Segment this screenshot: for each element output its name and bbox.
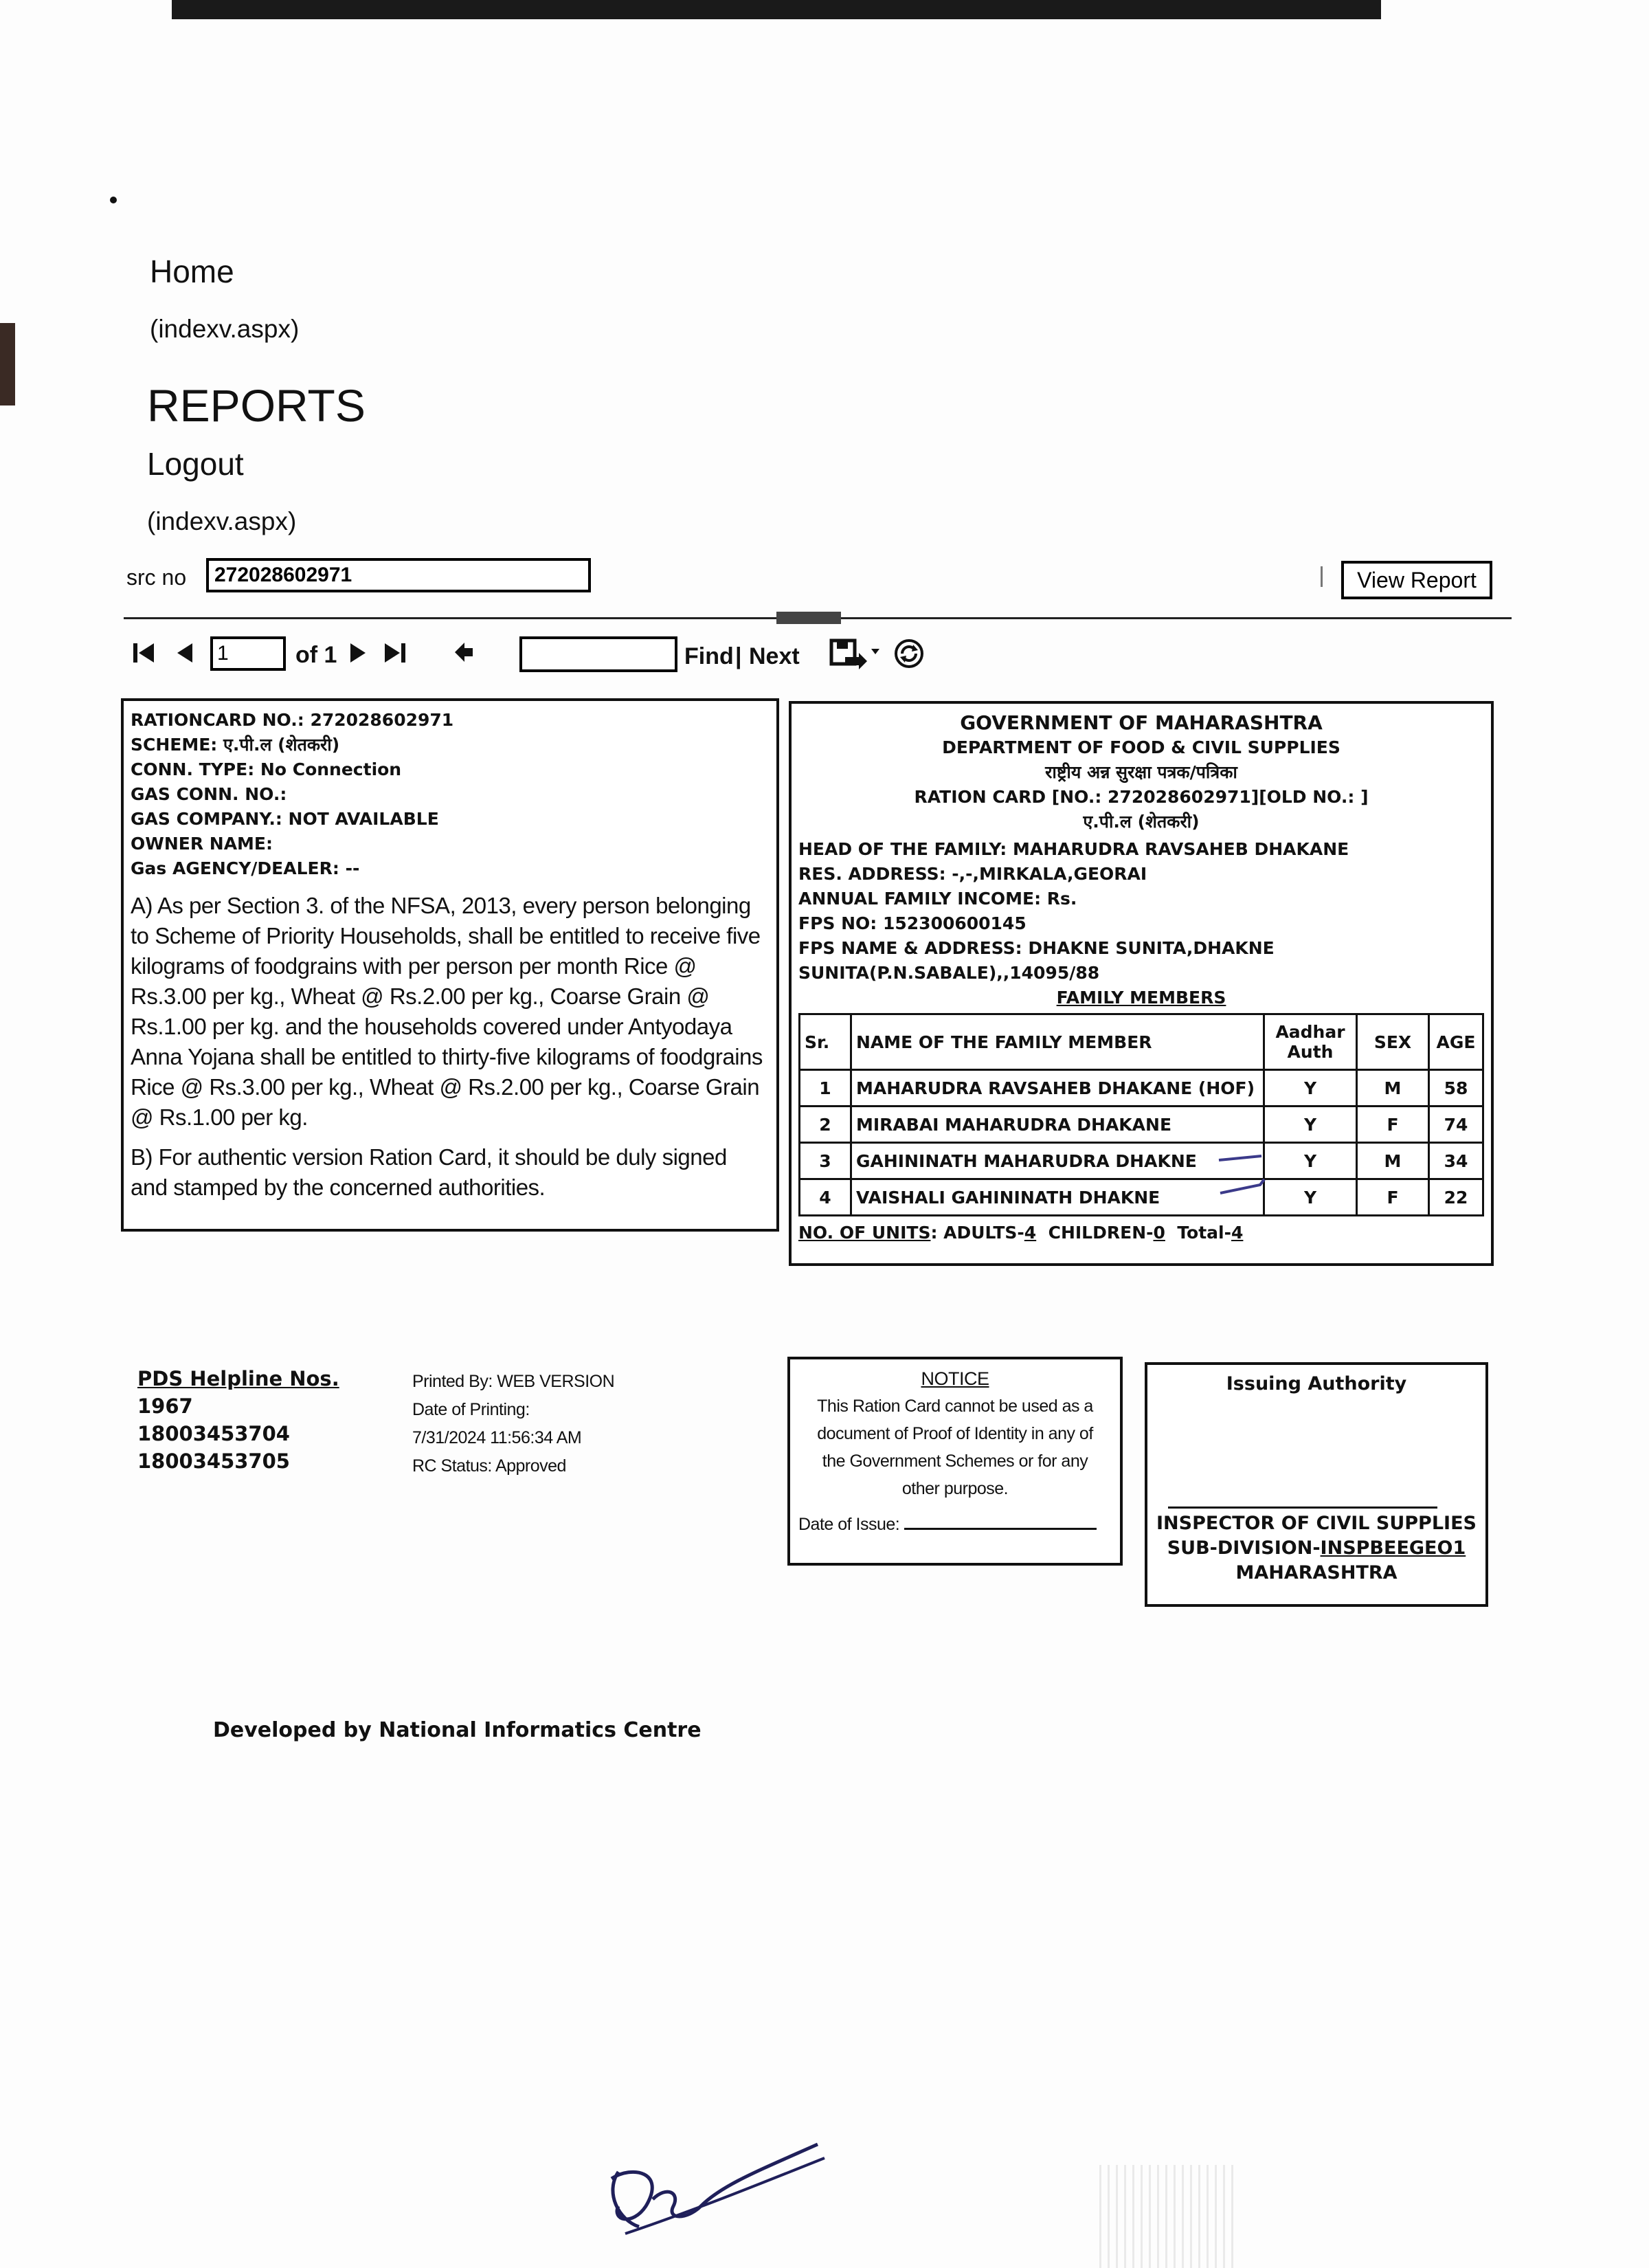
developed-by-text: Developed by National Informatics Centre bbox=[213, 1718, 702, 1742]
next-page-icon[interactable] bbox=[348, 641, 368, 669]
cell-sex: M bbox=[1357, 1070, 1429, 1107]
cell-auth: Y bbox=[1264, 1179, 1357, 1216]
government-title: GOVERNMENT OF MAHARASHTRA bbox=[960, 711, 1323, 734]
helpline-title: PDS Helpline Nos. bbox=[137, 1367, 339, 1390]
fps-name-address: FPS NAME & ADDRESS: DHAKNE SUNITA,DHAKNE SUNITA(P.N.SABALE),,14095/88 bbox=[798, 938, 1275, 983]
residential-address: RES. ADDRESS: -,-,MIRKALA,GEORAI bbox=[798, 864, 1147, 884]
printed-by: Printed By: WEB VERSION bbox=[412, 1372, 615, 1391]
page-count-label: of 1 bbox=[295, 642, 337, 668]
nav-logout-link[interactable]: (indexv.aspx) bbox=[147, 507, 297, 535]
table-row bbox=[800, 1179, 1483, 1216]
cell-sex: F bbox=[1357, 1107, 1429, 1143]
col-aadhar-auth: Aadhar Auth bbox=[1264, 1014, 1357, 1070]
info-line: Gas AGENCY/DEALER: -- bbox=[131, 858, 360, 878]
src-no-label: src no bbox=[126, 565, 187, 590]
inspector-title: INSPECTOR OF CIVIL SUPPLIES bbox=[1156, 1513, 1477, 1534]
helpline-number: 18003453705 bbox=[137, 1449, 290, 1473]
nfsa-entitlement-text: A) As per Section 3. of the NFSA, 2013, every person belonging to Scheme of Priority Households, shall be entitled to receive five kilograms of foodgrains with per person per month Rice @ Rs.3.00 per kg., Wheat @ Rs.2.00 per kg., Coarse Grain @ Rs.1.00 per kg. and the households covered under Antyodaya Anna Yojana shall be entitled to thirty-five kilograms of foodgrains Rice @ Rs.3.00 per kg., Wheat @ Rs.2.00 per kg., Coarse Grain @ Rs.1.00 per kg. bbox=[131, 893, 763, 1130]
next-link[interactable]: Next bbox=[749, 643, 800, 669]
col-age: AGE bbox=[1429, 1014, 1483, 1070]
cell-auth: Y bbox=[1264, 1143, 1357, 1179]
cell-age: 22 bbox=[1429, 1179, 1483, 1216]
cell-sr: 4 bbox=[800, 1179, 851, 1216]
annual-income: ANNUAL FAMILY INCOME: Rs. bbox=[798, 889, 1077, 909]
nav-home-link[interactable]: (indexv.aspx) bbox=[150, 315, 300, 343]
refresh-icon[interactable] bbox=[892, 636, 926, 674]
toolbar-tab-marker bbox=[776, 612, 841, 624]
nav-logout[interactable]: Logout bbox=[147, 446, 244, 482]
scan-edge-top bbox=[172, 0, 1381, 19]
pen-mark bbox=[1216, 1148, 1271, 1203]
cell-age: 74 bbox=[1429, 1107, 1483, 1143]
col-sr: Sr. bbox=[800, 1014, 851, 1070]
info-line: SCHEME: ए.पी.ल (शेतकरी) bbox=[131, 735, 340, 755]
cell-age: 34 bbox=[1429, 1143, 1483, 1179]
info-line: RATIONCARD NO.: 272028602971 bbox=[131, 710, 454, 730]
scan-dot bbox=[110, 197, 117, 203]
ration-card-panel bbox=[789, 701, 1494, 1266]
first-page-icon[interactable] bbox=[131, 641, 158, 669]
info-line: GAS CONN. NO.: bbox=[131, 784, 287, 804]
cell-name: GAHININATH MAHARUDRA DHAKNE bbox=[851, 1143, 1264, 1179]
find-input[interactable] bbox=[519, 636, 677, 672]
date-of-printing: 7/31/2024 11:56:34 AM bbox=[412, 1428, 582, 1447]
table-header-row bbox=[800, 1014, 1483, 1070]
page-number-input[interactable] bbox=[210, 636, 286, 671]
handwritten-signature bbox=[591, 2131, 838, 2247]
scan-noise bbox=[1099, 2165, 1237, 2268]
sub-division: SUB-DIVISION-INSPBEEGEO1 bbox=[1167, 1537, 1466, 1559]
rc-status: RC Status: Approved bbox=[412, 1456, 566, 1476]
ration-card-info-panel bbox=[121, 698, 779, 1232]
number-of-units: NO. OF UNITS: ADULTS-4 CHILDREN-0 Total-4 bbox=[798, 1223, 1244, 1243]
family-members-title: FAMILY MEMBERS bbox=[1056, 988, 1226, 1008]
scheme-hindi: ए.पी.ल (शेतकरी) bbox=[1083, 812, 1200, 832]
hindi-title: राष्ट्रीय अन्न सुरक्षा पत्रक/पत्रिका bbox=[1045, 762, 1237, 782]
cell-sr: 1 bbox=[800, 1070, 851, 1107]
scan-edge-left bbox=[0, 323, 15, 405]
cell-age: 58 bbox=[1429, 1070, 1483, 1107]
table-row bbox=[800, 1107, 1483, 1143]
cell-name: MAHARUDRA RAVSAHEB DHAKANE (HOF) bbox=[851, 1070, 1264, 1107]
last-page-icon[interactable] bbox=[382, 641, 410, 669]
fps-number: FPS NO: 152300600145 bbox=[798, 913, 1027, 933]
col-sex: SEX bbox=[1357, 1014, 1429, 1070]
nav-reports[interactable]: REPORTS bbox=[147, 380, 366, 431]
cell-sr: 2 bbox=[800, 1107, 851, 1143]
date-of-printing-label: Date of Printing: bbox=[412, 1400, 530, 1419]
cell-sex: M bbox=[1357, 1143, 1429, 1179]
helpline-number: 1967 bbox=[137, 1394, 193, 1418]
family-members-table bbox=[798, 1013, 1484, 1216]
cell-auth: Y bbox=[1264, 1070, 1357, 1107]
back-icon[interactable] bbox=[452, 639, 477, 669]
date-of-issue: Date of Issue: bbox=[798, 1511, 1112, 1538]
department-title: DEPARTMENT OF FOOD & CIVIL SUPPLIES bbox=[942, 737, 1340, 757]
export-icon[interactable] bbox=[829, 636, 882, 674]
cell-sr: 3 bbox=[800, 1143, 851, 1179]
view-report-button[interactable]: View Report bbox=[1341, 561, 1492, 599]
find-link[interactable]: Find bbox=[684, 643, 734, 669]
notice-box bbox=[787, 1357, 1123, 1566]
nav-home[interactable]: Home bbox=[150, 254, 234, 289]
authentic-version-text: B) For authentic version Ration Card, it should be duly signed and stamped by the concerned authorities. bbox=[131, 1144, 727, 1200]
src-no-input[interactable] bbox=[206, 558, 591, 592]
helpline-number: 18003453704 bbox=[137, 1422, 290, 1445]
cell-auth: Y bbox=[1264, 1107, 1357, 1143]
col-name: NAME OF THE FAMILY MEMBER bbox=[851, 1014, 1264, 1070]
state-name: MAHARASHTRA bbox=[1235, 1562, 1398, 1583]
print-info-block bbox=[412, 1368, 614, 1480]
ration-card-number: RATION CARD [NO.: 272028602971][OLD NO.: ] bbox=[914, 787, 1369, 807]
table-row bbox=[800, 1143, 1483, 1179]
cell-name: VAISHALI GAHININATH DHAKNE bbox=[851, 1179, 1264, 1216]
head-of-family: HEAD OF THE FAMILY: MAHARUDRA RAVSAHEB DHAKANE bbox=[798, 839, 1349, 859]
notice-text: This Ration Card cannot be used as a document of Proof of Identity in any of the Government Schemes or for any other purpose. bbox=[817, 1397, 1093, 1498]
find-separator: | bbox=[735, 643, 742, 669]
issuing-authority-box bbox=[1145, 1362, 1488, 1607]
prev-page-icon[interactable] bbox=[175, 641, 195, 669]
info-line: CONN. TYPE: No Connection bbox=[131, 759, 402, 779]
info-line: GAS COMPANY.: NOT AVAILABLE bbox=[131, 809, 439, 829]
divider-tick bbox=[1321, 566, 1323, 587]
issuing-authority-title: Issuing Authority bbox=[1226, 1373, 1407, 1394]
notice-title: NOTICE bbox=[921, 1368, 989, 1389]
cell-sex: F bbox=[1357, 1179, 1429, 1216]
helpline-block bbox=[137, 1365, 339, 1475]
table-row bbox=[800, 1070, 1483, 1107]
info-line: OWNER NAME: bbox=[131, 834, 273, 854]
cell-name: MIRABAI MAHARUDRA DHAKANE bbox=[851, 1107, 1264, 1143]
